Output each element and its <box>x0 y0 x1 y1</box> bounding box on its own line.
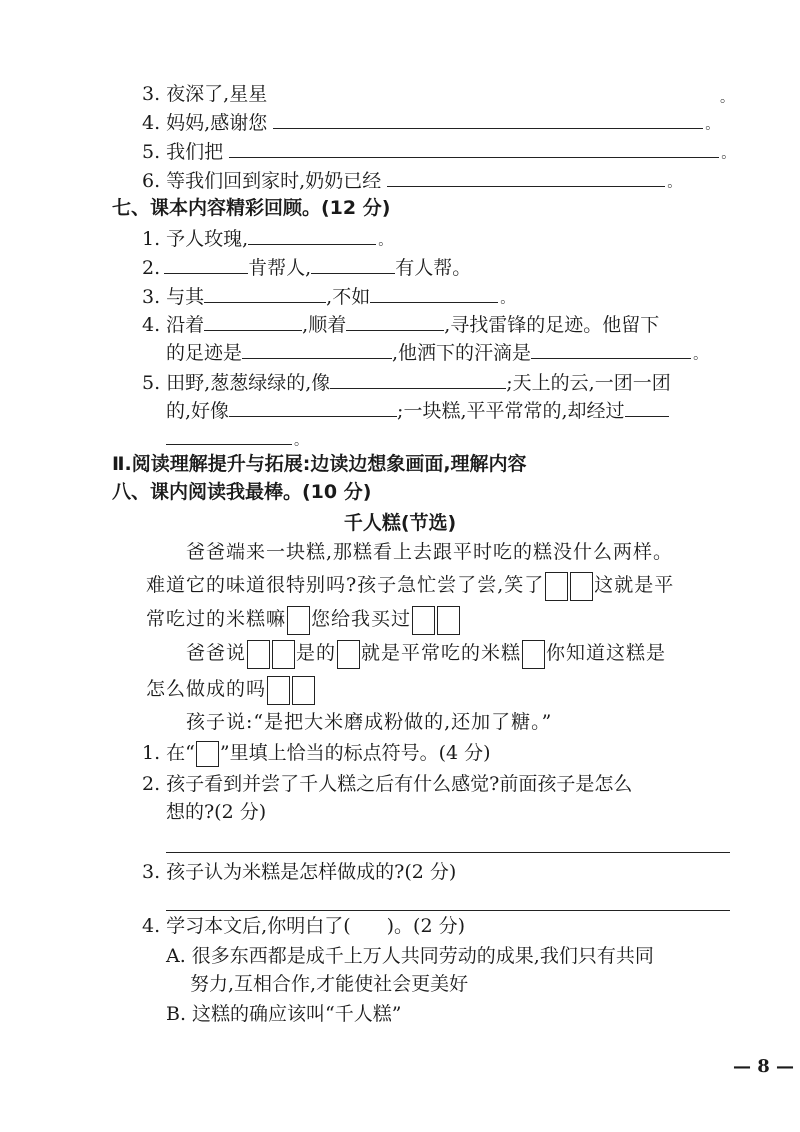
passage-p1-line1: 爸爸端来一块糕,那糕看上去跟平时吃的糕没什么两样。 <box>186 541 674 563</box>
answer-blank[interactable] <box>273 110 703 129</box>
answer-blank[interactable] <box>311 255 395 274</box>
s6-item-3-end: 。 <box>720 90 734 106</box>
s8-q4-option-a-line2: 努力,互相合作,才能使社会更美好 <box>190 973 469 995</box>
passage-title: 千人糕(节选) <box>343 512 457 534</box>
punct-box[interactable] <box>247 640 270 669</box>
s7-q1: 1. 予人玫瑰, 。 <box>142 228 393 250</box>
s7-q4-line1: 4. 沿着 ,顺着 ,寻找雷锋的足迹。他留下 <box>142 314 660 336</box>
answer-blank[interactable] <box>204 312 302 331</box>
s8-q3: 3. 孩子认为米糕是怎样做成的?(2 分) <box>142 861 457 883</box>
s6-item-5: 5. 我们把 。 <box>142 141 736 163</box>
punct-box-sample <box>196 741 219 767</box>
s8-q2-line1: 2. 孩子看到并尝了千人糕之后有什么感觉?前面孩子是怎么 <box>142 773 633 795</box>
punct-box[interactable] <box>570 572 593 601</box>
passage-p1-line3: 常吃过的米糕嘛 您给我买过 <box>146 602 461 636</box>
answer-blank[interactable] <box>164 255 248 274</box>
punct-box[interactable] <box>267 676 290 705</box>
s7-q5-line1: 5. 田野,葱葱绿绿的,像 ;天上的云,一团一团 <box>142 372 671 394</box>
answer-blank[interactable] <box>346 312 444 331</box>
s7-q3: 3. 与其 ,不如 。 <box>142 286 515 308</box>
answer-blank[interactable] <box>370 284 498 303</box>
punct-box[interactable] <box>522 640 545 669</box>
punct-box[interactable] <box>272 640 295 669</box>
s7-q2: 2. 肯帮人, 有人帮。 <box>142 257 472 279</box>
answer-blank[interactable] <box>625 398 669 417</box>
answer-blank[interactable] <box>229 398 397 417</box>
section7-heading: 七、课本内容精彩回顾。(12 分) <box>112 197 391 219</box>
section8-heading: 八、课内阅读我最棒。(10 分) <box>112 481 372 503</box>
answer-blank[interactable] <box>248 226 376 245</box>
page-number: — 8 — <box>732 1056 794 1077</box>
answer-blank[interactable] <box>229 139 719 158</box>
answer-line[interactable] <box>166 852 730 853</box>
s6-item-6: 6. 等我们回到家时,奶奶已经 。 <box>142 170 682 192</box>
punct-box[interactable] <box>292 676 315 705</box>
s7-q5-line2: 的,好像 ;一块糕,平平常常的,却经过 <box>166 398 669 423</box>
passage-p2-line1: 爸爸说 是的 就是平常吃的米糕 你知道这糕是 <box>186 636 666 670</box>
answer-blank[interactable] <box>166 426 292 445</box>
s8-q2-line2: 想的?(2 分) <box>166 801 267 823</box>
punct-box[interactable] <box>287 606 310 635</box>
answer-blank[interactable] <box>387 168 665 187</box>
s8-q4-option-a-line1[interactable]: A. 很多东西都是成千上万人共同劳动的成果,我们只有共同 <box>166 945 654 967</box>
punct-box[interactable] <box>412 606 435 635</box>
passage-p2-line2: 怎么做成的吗 <box>146 672 316 706</box>
passage-p3: 孩子说:“是把大米磨成粉做的,还加了糖。” <box>186 711 553 733</box>
s8-q4-option-b[interactable]: B. 这糕的确应该叫“千人糕” <box>166 1003 402 1025</box>
s8-q1: 1. 在“ ”里填上恰当的标点符号。(4 分) <box>142 738 491 768</box>
s6-item-4: 4. 妈妈,感谢您 。 <box>142 112 720 134</box>
answer-blank[interactable] <box>330 370 506 389</box>
s8-q4: 4. 学习本文后,你明白了( )。(2 分) <box>142 915 465 937</box>
punct-box[interactable] <box>545 572 568 601</box>
punct-box[interactable] <box>437 606 460 635</box>
punct-box[interactable] <box>337 640 360 669</box>
s7-q4-line2: 的足迹是 ,他洒下的汗滴是 。 <box>166 342 708 364</box>
s7-q5-line3: 。 <box>166 426 308 453</box>
answer-blank[interactable] <box>242 340 392 359</box>
answer-blank[interactable] <box>204 284 326 303</box>
answer-blank[interactable] <box>531 340 691 359</box>
s6-item-3: 3. 夜深了,星星 <box>142 83 268 105</box>
passage-p1-line2: 难道它的味道很特别吗?孩子急忙尝了尝,笑了 这就是平 <box>146 568 674 602</box>
answer-line[interactable] <box>166 910 730 911</box>
part2-heading: Ⅱ.阅读理解提升与拓展:边读边想象画面,理解内容 <box>112 453 527 475</box>
